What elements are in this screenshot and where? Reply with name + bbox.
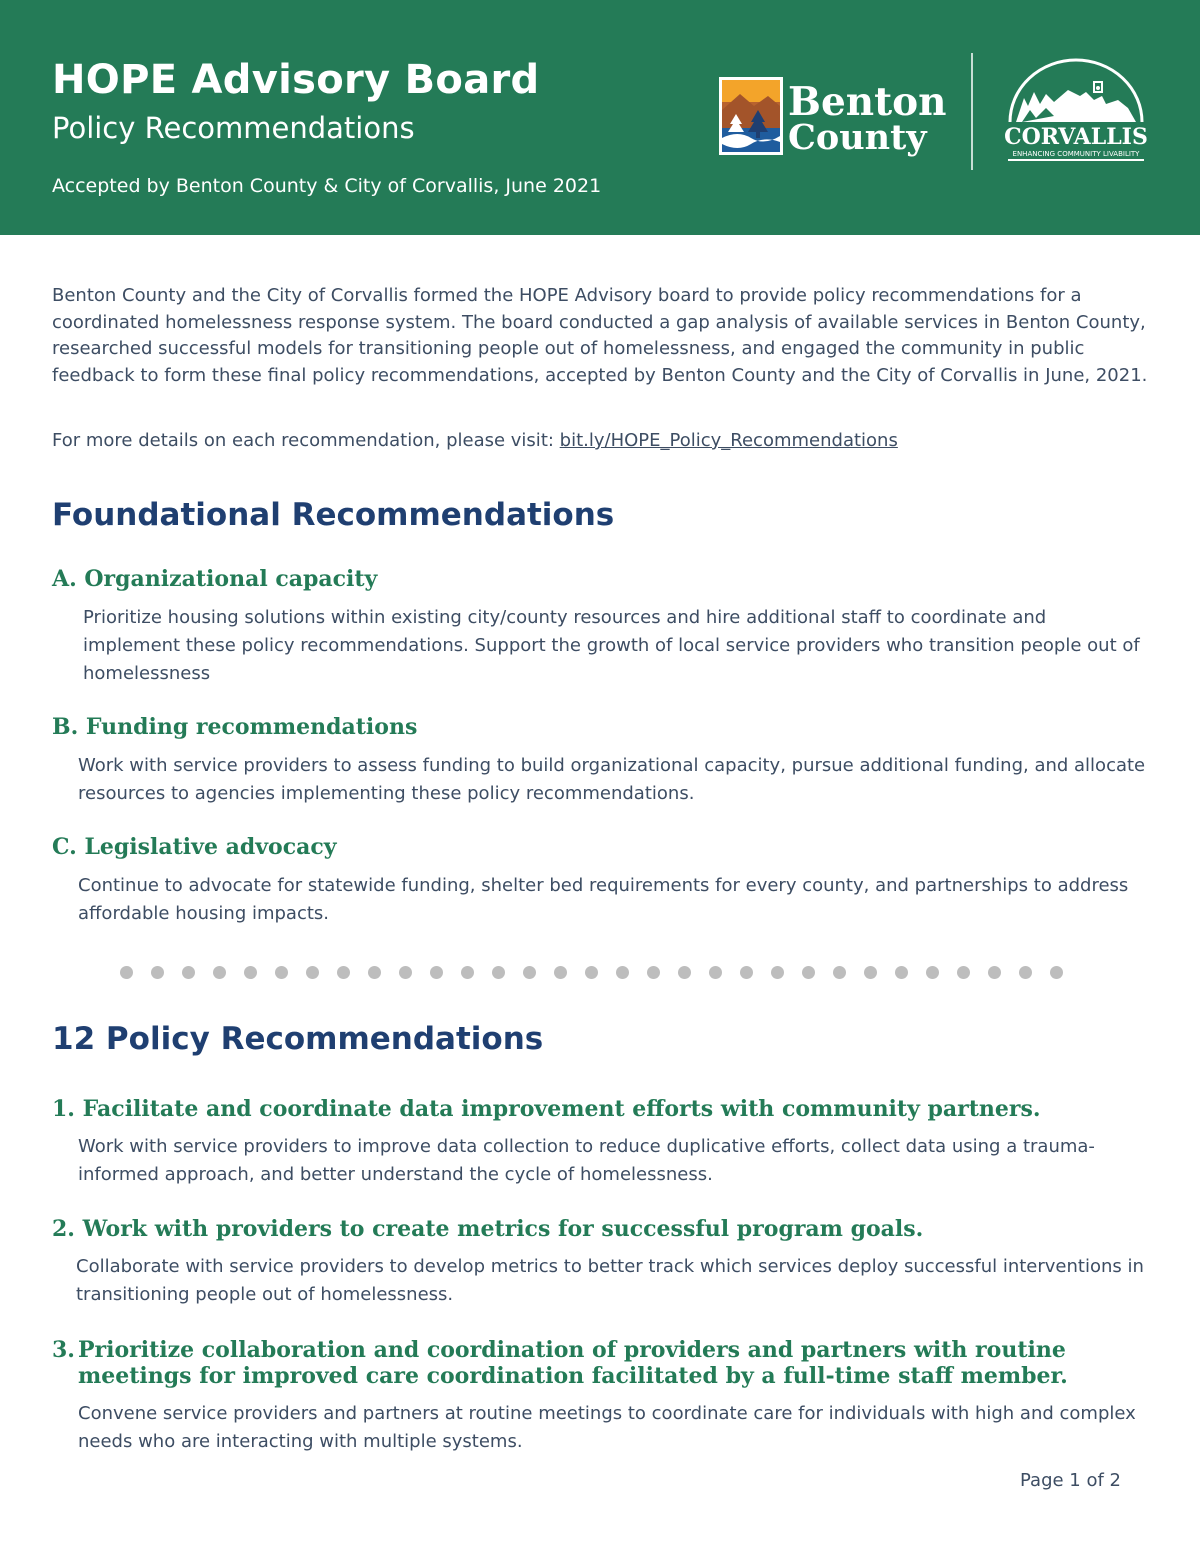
details-link[interactable]: bit.ly/HOPE_Policy_Recommendations: [559, 430, 898, 451]
document-title: HOPE Advisory Board: [52, 57, 540, 103]
divider-dot: [616, 966, 629, 979]
benton-county-wordmark: [788, 79, 947, 159]
policy-title: 12 Policy Recommendations: [52, 1021, 544, 1057]
policy-heading-3-number: 3.: [52, 1337, 75, 1363]
corvallis-logo-name: CORVALLIS: [1004, 124, 1148, 150]
divider-dot: [1050, 966, 1063, 979]
corvallis-logo-icon: [1002, 52, 1150, 164]
corvallis-logo-tagline: ENHANCING COMMUNITY LIVABILITY: [1012, 150, 1140, 158]
intro-paragraph: Benton County and the City of Corvallis formed the HOPE Advisory board to provide policy recommendations for a coordinated homelessness response system. The board conducted a gap analysis of available services in Benton County, researched successful models for transitioning people out of homelessness, and engaged the community in public feedback to form these final policy recommendations, accepted by Benton County and the City of Corvallis in June, 2021.: [52, 285, 1148, 386]
divider-dot: [492, 966, 505, 979]
policy-heading-3: [52, 1337, 1162, 1389]
divider-dot: [213, 966, 226, 979]
policy-body-2: Collaborate with service providers to develop metrics to better track which services deploy successful interventions in transitioning people out of homelessness.: [76, 1256, 1144, 1305]
foundational-heading-c: C. Legislative advocacy: [52, 834, 337, 860]
divider-dot: [151, 966, 164, 979]
divider-dot: [740, 966, 753, 979]
policy-heading-3-text: Prioritize collaboration and coordination of providers and partners with routine meetings for improved care coordination facilitated by a full-time staff member.: [78, 1337, 1068, 1389]
divider-dot: [895, 966, 908, 979]
benton-county-logo-icon: [718, 76, 784, 156]
foundational-body-c: Continue to advocate for statewide funding, shelter bed requirements for every county, and partnerships to address affordable housing impacts.: [78, 875, 1129, 924]
foundational-heading-b: B. Funding recommendations: [52, 714, 418, 740]
dotted-divider: [120, 963, 1080, 981]
divider-dot: [120, 966, 133, 979]
foundational-title: Foundational Recommendations: [52, 497, 615, 533]
divider-dot: [988, 966, 1001, 979]
divider-dot: [833, 966, 846, 979]
divider-dot: [957, 966, 970, 979]
divider-dot: [771, 966, 784, 979]
divider-dot: [926, 966, 939, 979]
divider-dot: [585, 966, 598, 979]
divider-dot: [647, 966, 660, 979]
divider-dot: [275, 966, 288, 979]
document-subtitle: Policy Recommendations: [52, 111, 415, 145]
divider-dot: [430, 966, 443, 979]
divider-dot: [554, 966, 567, 979]
policy-heading-1: 1. Facilitate and coordinate data improvement efforts with community partners.: [52, 1096, 1041, 1122]
policy-body-3: Convene service providers and partners at routine meetings to coordinate care for individuals with high and complex needs who are interacting with multiple systems.: [78, 1403, 1136, 1452]
foundational-body-a: Prioritize housing solutions within existing city/county resources and hire additional staff to coordinate and implement these policy recommendations. Support the growth of local service providers who transition people out of homelessness: [83, 607, 1140, 684]
divider-dot: [709, 966, 722, 979]
page-number: Page 1 of 2: [1020, 1470, 1121, 1491]
foundational-heading-a: A. Organizational capacity: [52, 566, 378, 592]
divider-dot: [678, 966, 691, 979]
logo-divider: [971, 53, 973, 170]
details-line: [52, 429, 1152, 453]
divider-dot: [182, 966, 195, 979]
header-banner: [0, 0, 1200, 235]
policy-body-1: Work with service providers to improve data collection to reduce duplicative efforts, collect data using a trauma-informed approach, and better understand the cycle of homelessness.: [78, 1136, 1095, 1185]
divider-dot: [244, 966, 257, 979]
divider-dot: [523, 966, 536, 979]
benton-wordmark-line1: Benton: [788, 79, 947, 125]
divider-dot: [802, 966, 815, 979]
divider-dot: [864, 966, 877, 979]
foundational-body-b: Work with service providers to assess funding to build organizational capacity, pursue additional funding, and allocate resources to agencies implementing these policy recommendations.: [78, 755, 1146, 804]
details-prefix: For more details on each recommendation, please visit:: [52, 430, 560, 451]
divider-dot: [1019, 966, 1032, 979]
divider-dot: [337, 966, 350, 979]
divider-dot: [461, 966, 474, 979]
divider-dot: [368, 966, 381, 979]
divider-dot: [399, 966, 412, 979]
divider-dot: [306, 966, 319, 979]
benton-wordmark-line2: County: [788, 117, 927, 159]
policy-heading-2: 2. Work with providers to create metrics for successful program goals.: [52, 1216, 924, 1242]
accepted-note: Accepted by Benton County & City of Corvallis, June 2021: [52, 175, 602, 197]
